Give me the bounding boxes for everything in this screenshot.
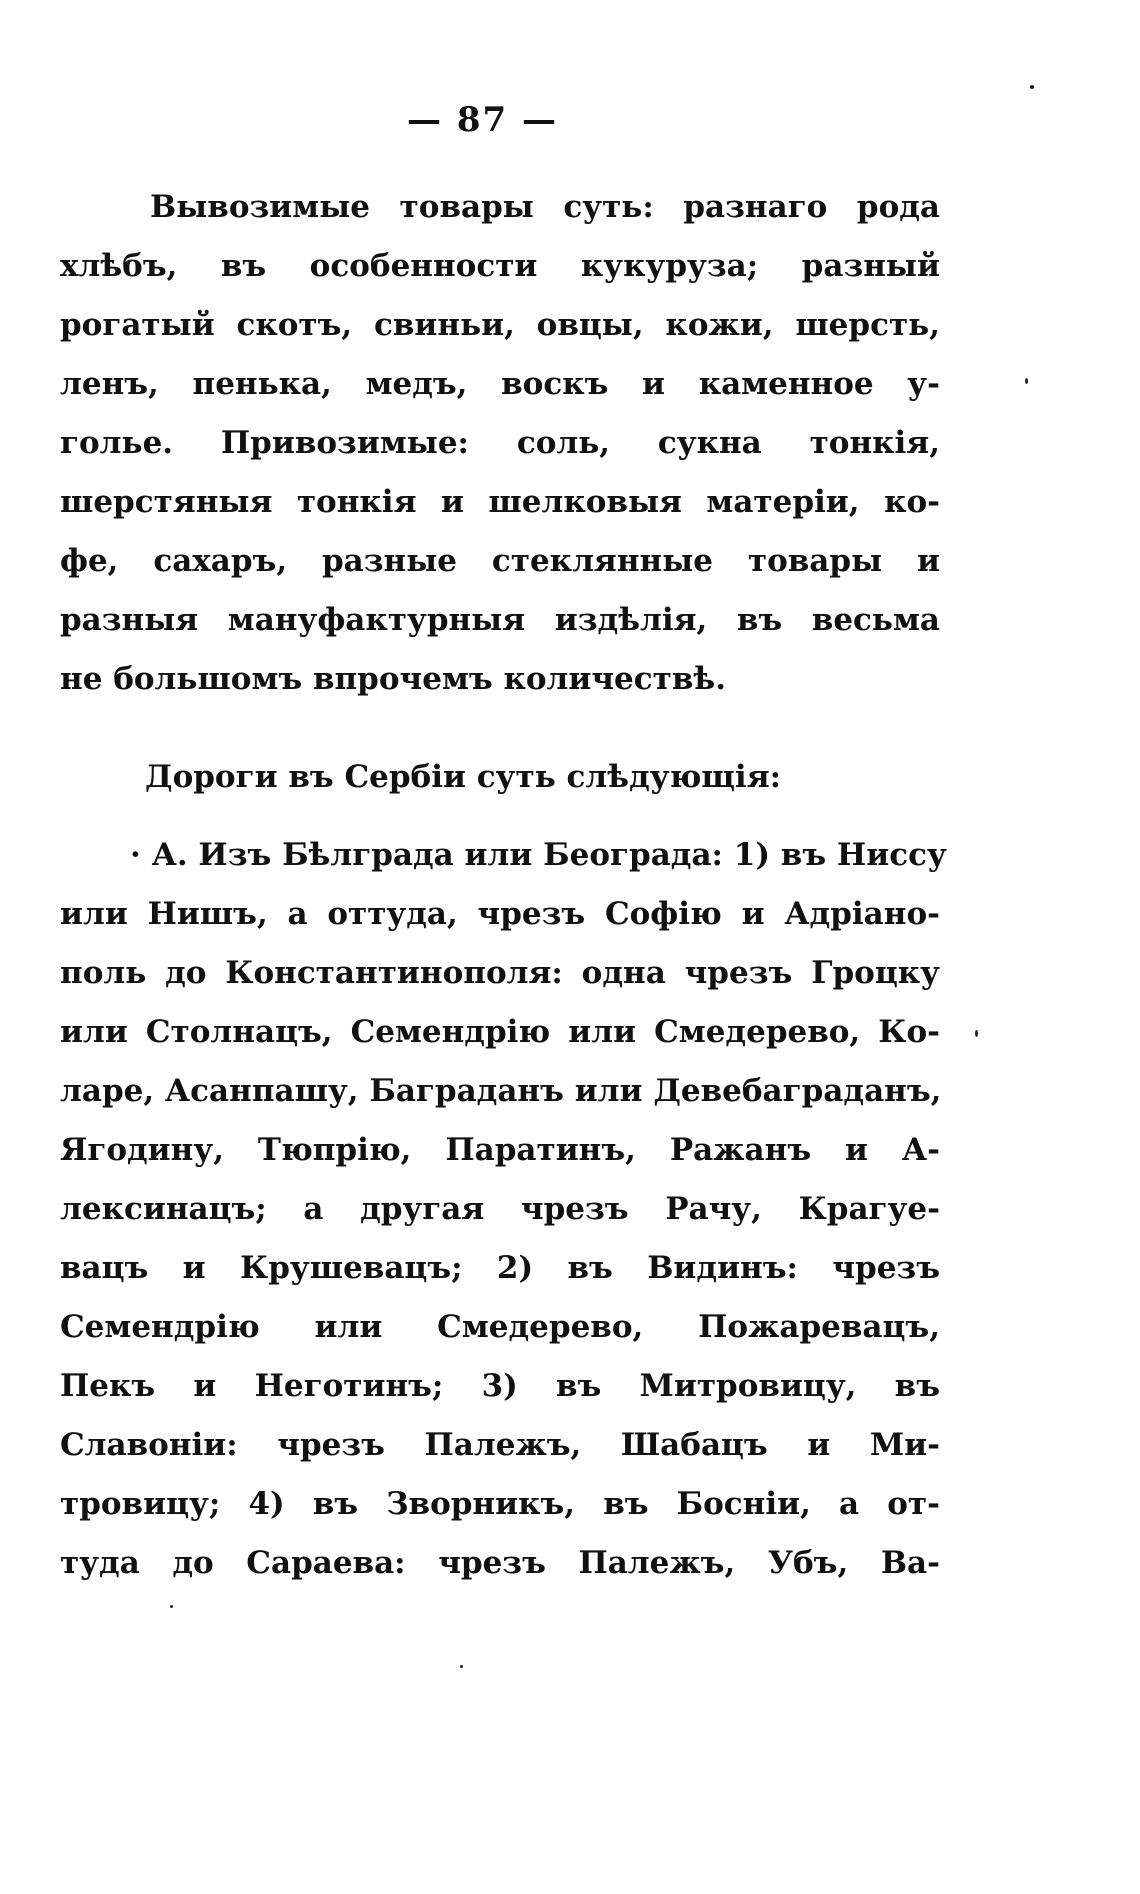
scan-speck [1025, 378, 1028, 384]
text-line: или Нишъ, а оттуда, чрезъ Софію и Адріано- [60, 896, 940, 932]
text-line: разныя мануфактурныя издѣлія, въ весьма [60, 602, 940, 638]
section-heading: Дороги въ Сербіи суть слѣдующія: [145, 759, 782, 795]
paragraph-roads [60, 826, 947, 1593]
text-line: ленъ, пенька, медъ, воскъ и каменное у- [60, 366, 940, 402]
text-line: Славоніи: чрезъ Палежъ, Шабацъ и Ми- [60, 1427, 940, 1463]
text-line: Вывозимые товары суть: разнаго рода [150, 189, 940, 225]
text-line: Семендрію или Смедерево, Пожаревацъ, [60, 1309, 940, 1345]
page-number: — 87 — [407, 100, 558, 140]
text-line: или Столнацъ, Семендрію или Смедерево, Ко- [60, 1014, 940, 1050]
scan-speck [975, 1030, 978, 1037]
text-line: туда до Сараева: чрезъ Палежъ, Убъ, Ва- [60, 1545, 940, 1581]
text-line: голье. Привозимые: соль, сукна тонкія, [60, 425, 940, 461]
text-line: ларе, Асанпашу, Баграданъ или Девебаграданъ, [60, 1073, 942, 1109]
paragraph-exports [60, 178, 940, 709]
text-line: · А. Изъ Бѣлграда или Београда: 1) въ Ниссу [130, 837, 947, 873]
scan-speck [170, 1605, 173, 1608]
text-line: вацъ и Крушевацъ; 2) въ Видинъ: чрезъ [60, 1250, 940, 1286]
text-line: тровицу; 4) въ Зворникъ, въ Босніи, а от- [60, 1486, 940, 1522]
text-line: поль до Константинополя: одна чрезъ Гроцку [60, 955, 940, 991]
text-line: Ягодину, Тюпрію, Паратинъ, Ражанъ и А- [60, 1132, 940, 1168]
text-line: фе, сахаръ, разные стеклянные товары и [60, 543, 940, 579]
text-line: шерстяныя тонкія и шелковыя матеріи, ко- [60, 484, 940, 520]
text-line: лексинацъ; а другая чрезъ Рачу, Крагуе- [60, 1191, 940, 1227]
text-line: хлѣбъ, въ особенности кукуруза; разный [60, 248, 940, 284]
text-line: рогатый скотъ, свиньи, овцы, кожи, шерсть, [60, 307, 940, 343]
scan-speck [1030, 85, 1034, 89]
text-line: Пекъ и Неготинъ; 3) въ Митровицу, въ [60, 1368, 940, 1404]
text-line: не большомъ впрочемъ количествѣ. [60, 661, 726, 697]
scan-speck [460, 1665, 463, 1668]
